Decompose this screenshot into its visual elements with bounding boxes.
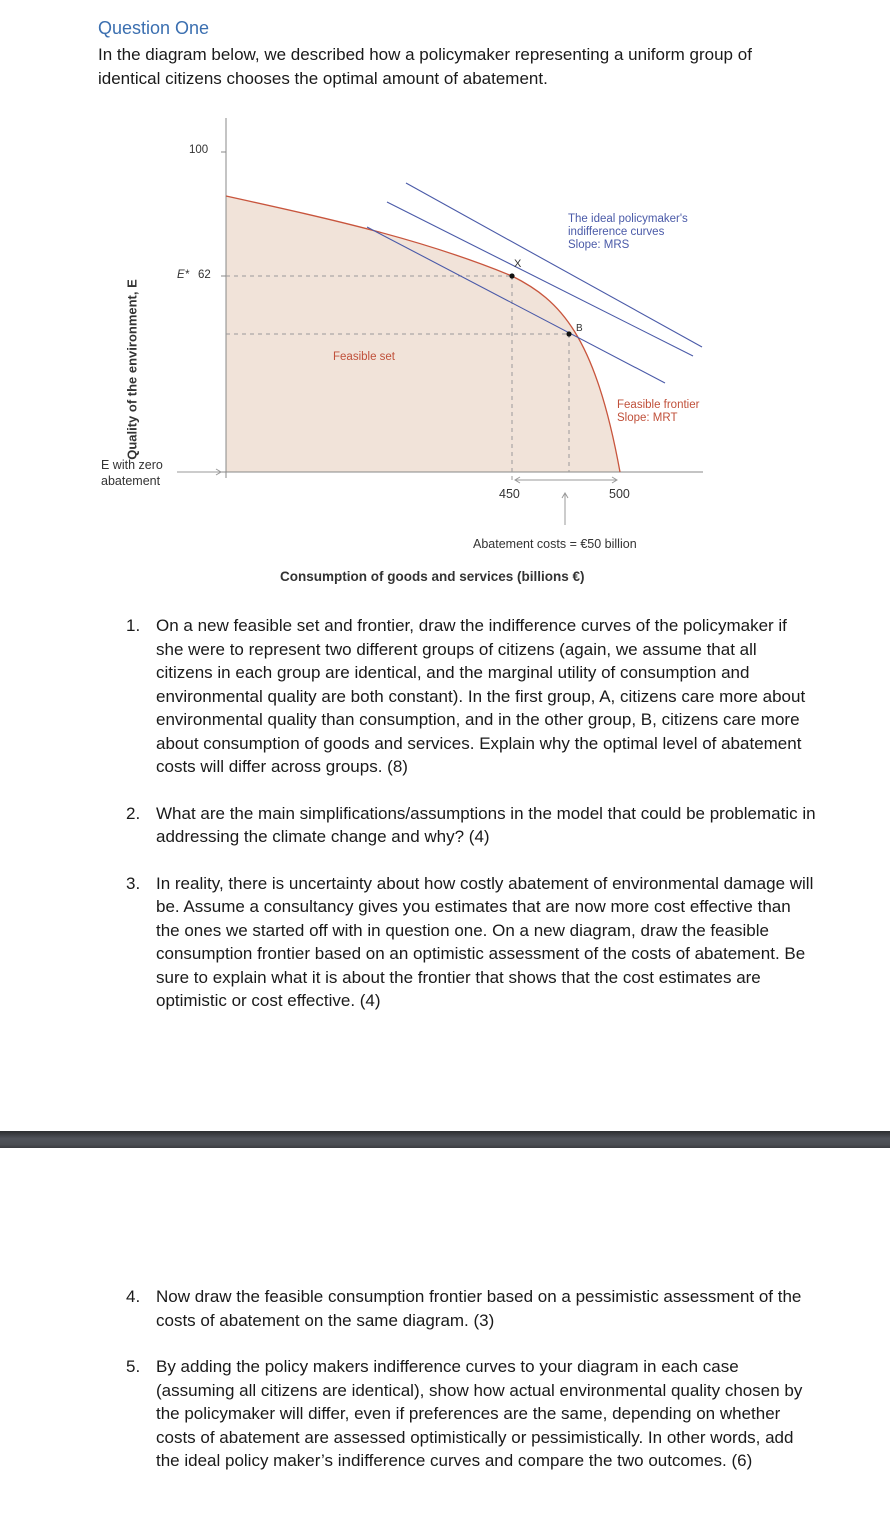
question-text: By adding the policy makers indifference curves to your diagram in each case (assuming all citizens are identical), show how actual environmental quality chosen by the policymaker will differ, even if preferences are the same, depending on whether costs of abatement are assessed optimistically or pessimistically. In other words, add the ideal policy maker’s indifference curves and compare the two outcomes. (6) [156,1357,803,1470]
x-axis-label: Consumption of goods and services (billions €) [280,569,585,584]
document-page-bottom [0,1148,890,1516]
point-x-label: X [514,258,522,270]
question-number: 4. [126,1287,141,1306]
feasible-frontier-label: Feasible frontier Slope: MRT [617,399,700,424]
y-axis-label: Quality of the environment, E [124,279,140,460]
x-tick-450: 450 [499,487,520,501]
question-item-1 [126,614,816,779]
question-list-top [126,614,816,1013]
indifference-curves-label: The ideal policymaker's indifference curves Slope: MRS [568,213,688,251]
diagram-graphic [95,110,725,590]
intro-paragraph: In the diagram below, we described how a policymaker representing a uniform group of identical citizens chooses the optimal amount of abatement. [98,45,752,88]
point-b-marker [566,331,571,336]
feasible-set-label: Feasible set [333,351,396,363]
question-item-2 [126,802,816,849]
question-list-bottom [126,1285,816,1473]
question-item-4 [126,1285,816,1332]
question-item-5 [126,1355,816,1473]
question-item-3 [126,872,816,1013]
question-heading: Question One [98,18,210,38]
question-text: What are the main simplifications/assumptions in the model that could be problematic in addressing the climate change and why? (4) [156,803,816,846]
question-text: On a new feasible set and frontier, draw the indifference curves of the policymaker if she were to represent two different groups of citizens (again, we assume that all citizens in each group are identical, and the marginal utility of consumption and environmental quality are both constant). In the first group, A, citizens care more about environmental quality than consumption, and in the other group, B, citizens care more about consumption of goods and services. Explain why the optimal level of abatement costs will differ across groups. (8) [156,616,806,776]
question-text: Now draw the feasible consumption frontier based on a pessimistic assessment of the costs of abatement on the same diagram. (3) [156,1287,802,1330]
question-number: 5. [126,1357,141,1376]
page-break-separator [0,1131,890,1148]
abatement-costs-label: Abatement costs = €50 billion [473,537,637,551]
y-tick-62: 62 [198,269,211,281]
question-number: 2. [126,803,141,823]
x-tick-500: 500 [609,487,630,501]
question-text: In reality, there is uncertainty about how costly abatement of environmental damage will be. Assume a consultancy gives you estimates that are now more cost effective than the ones we started off with in question one. On a new diagram, draw the feasible consumption frontier based on an optimistic assessment of the costs of abatement. Be sure to explain what it is about the frontier that shows that the cost estimates are optimistic or cost effective. (4) [156,873,814,1010]
zero-abatement-label: E with zero abatement [101,458,163,488]
y-tick-estar: E* [177,269,190,281]
point-x-marker [509,273,514,278]
question-number: 3. [126,873,141,893]
point-b-label: B [576,323,583,334]
question-number: 1. [126,616,141,635]
abatement-diagram [95,110,725,590]
y-tick-100: 100 [189,144,209,156]
